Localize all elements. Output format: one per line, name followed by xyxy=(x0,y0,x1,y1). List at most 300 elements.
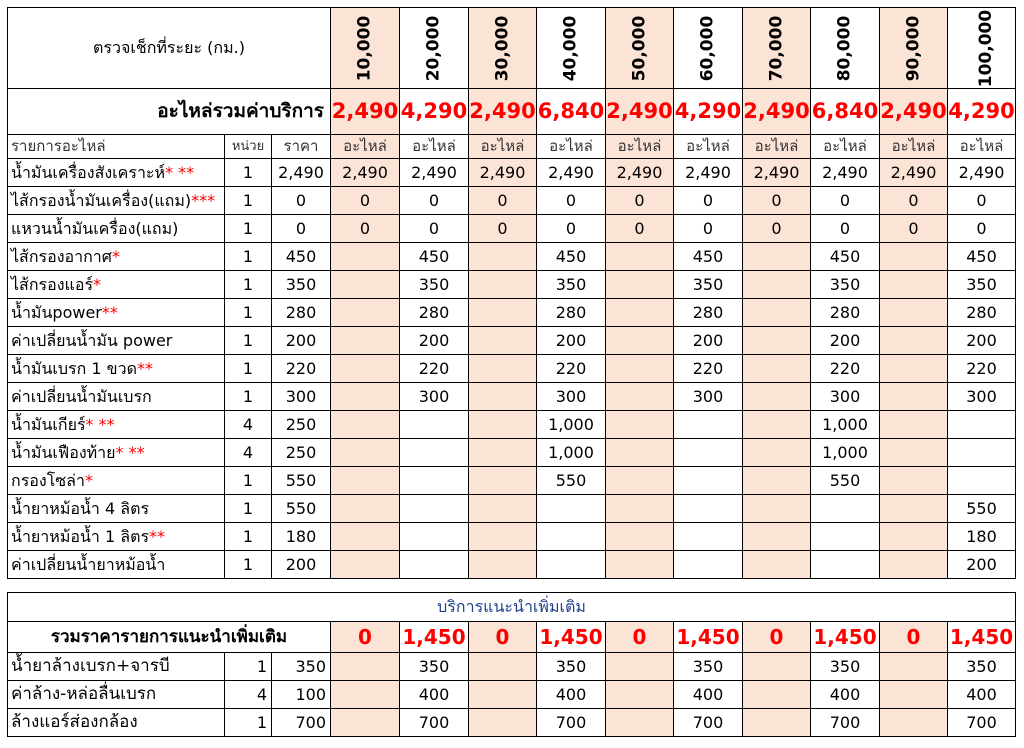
item-cell: 0 xyxy=(469,187,537,215)
item-price: 550 xyxy=(272,467,331,495)
item-row xyxy=(8,383,1016,411)
item-row xyxy=(8,551,1016,579)
item-cell xyxy=(674,551,743,579)
item-cell: 0 xyxy=(674,215,743,243)
item-unit: 4 xyxy=(225,411,272,439)
extra-item-cell xyxy=(606,653,674,681)
item-name-cell xyxy=(8,327,225,355)
item-cell: 220 xyxy=(811,355,880,383)
item-price: 250 xyxy=(272,439,331,467)
item-price: 180 xyxy=(272,523,331,551)
item-cell xyxy=(743,383,811,411)
interval-value: 10,000 xyxy=(354,15,375,81)
item-cell xyxy=(743,523,811,551)
item-cell: 0 xyxy=(400,215,469,243)
part-column-header: อะไหล่ xyxy=(948,135,1016,159)
item-unit: 4 xyxy=(225,439,272,467)
item-cell: 550 xyxy=(811,467,880,495)
extra-total-value-1: 0 xyxy=(331,622,400,653)
item-cell xyxy=(400,411,469,439)
item-mark: ** xyxy=(149,526,166,546)
part-column-header: อะไหล่ xyxy=(400,135,469,159)
item-cell xyxy=(811,523,880,551)
item-row xyxy=(8,299,1016,327)
item-cell: 300 xyxy=(537,383,606,411)
item-cell xyxy=(469,299,537,327)
item-cell xyxy=(743,495,811,523)
item-price: 200 xyxy=(272,551,331,579)
item-cell: 280 xyxy=(811,299,880,327)
extra-item-unit: 1 xyxy=(225,653,272,681)
item-mark: * xyxy=(84,470,93,490)
item-cell: 0 xyxy=(880,187,948,215)
item-cell xyxy=(400,523,469,551)
item-cell: 300 xyxy=(674,383,743,411)
item-name-cell xyxy=(8,299,225,327)
part-column-header: อะไหล่ xyxy=(674,135,743,159)
totals-row xyxy=(8,89,1016,135)
extra-total-value-9: 0 xyxy=(880,622,948,653)
item-cell xyxy=(469,439,537,467)
item-name-cell xyxy=(8,383,225,411)
item-cell: 450 xyxy=(400,243,469,271)
item-unit: 1 xyxy=(225,551,272,579)
item-cell xyxy=(606,327,674,355)
item-price: 450 xyxy=(272,243,331,271)
item-name-cell xyxy=(8,243,225,271)
item-unit: 1 xyxy=(225,523,272,551)
item-cell xyxy=(400,439,469,467)
item-cell xyxy=(331,271,400,299)
total-value-1: 2,490 xyxy=(331,89,400,135)
item-cell xyxy=(331,439,400,467)
item-unit: 1 xyxy=(225,299,272,327)
item-cell: 2,490 xyxy=(811,159,880,187)
interval-value: 20,000 xyxy=(423,15,444,81)
extra-item-cell: 350 xyxy=(674,653,743,681)
interval-header-8 xyxy=(811,8,880,89)
item-cell: 1,000 xyxy=(537,411,606,439)
item-cell xyxy=(469,551,537,579)
additional-services-table xyxy=(7,592,1016,737)
item-cell: 0 xyxy=(743,215,811,243)
column-header-row xyxy=(8,135,1016,159)
item-price: 220 xyxy=(272,355,331,383)
item-name-cell xyxy=(8,411,225,439)
item-cell: 300 xyxy=(811,383,880,411)
extra-item-cell: 400 xyxy=(948,681,1016,709)
item-cell: 2,490 xyxy=(743,159,811,187)
item-cell xyxy=(743,243,811,271)
extra-total-value-6: 1,450 xyxy=(674,622,743,653)
interval-header-2 xyxy=(400,8,469,89)
extra-title: บริการแนะนำเพิ่มเติม xyxy=(8,593,1016,622)
extra-item-price: 350 xyxy=(272,653,331,681)
part-column-header: อะไหล่ xyxy=(811,135,880,159)
item-cell: 0 xyxy=(331,215,400,243)
item-cell xyxy=(606,411,674,439)
item-name: ไส้กรองแอร์ xyxy=(11,274,94,294)
item-cell xyxy=(743,439,811,467)
extra-item-cell xyxy=(606,709,674,737)
interval-value: 60,000 xyxy=(697,15,718,81)
item-row xyxy=(8,215,1016,243)
item-cell xyxy=(811,495,880,523)
item-cell xyxy=(469,243,537,271)
part-column-header: อะไหล่ xyxy=(880,135,948,159)
item-mark: ** xyxy=(101,302,118,322)
item-cell: 350 xyxy=(948,271,1016,299)
item-cell: 2,490 xyxy=(469,159,537,187)
total-value-5: 2,490 xyxy=(606,89,674,135)
item-name: ค่าเปลี่ยนน้ำยาหม้อน้ำ xyxy=(11,554,166,574)
item-price: 250 xyxy=(272,411,331,439)
item-unit: 1 xyxy=(225,495,272,523)
item-cell xyxy=(469,411,537,439)
item-name: แหวนน้ำมันเครื่อง(แถม) xyxy=(11,218,179,238)
item-cell: 0 xyxy=(606,187,674,215)
item-cell: 0 xyxy=(400,187,469,215)
item-cell xyxy=(606,243,674,271)
item-name: น้ำยาหม้อน้ำ 4 ลิตร xyxy=(11,498,150,518)
total-value-2: 4,290 xyxy=(400,89,469,135)
total-value-8: 6,840 xyxy=(811,89,880,135)
extra-item-unit: 1 xyxy=(225,709,272,737)
item-cell xyxy=(674,495,743,523)
extra-item-price: 100 xyxy=(272,681,331,709)
extra-item-cell: 700 xyxy=(400,709,469,737)
extra-item-row xyxy=(8,653,1016,681)
item-name-cell xyxy=(8,523,225,551)
item-name-cell xyxy=(8,439,225,467)
distance-label: ตรวจเช็กที่ระยะ (กม.) xyxy=(8,8,331,89)
item-unit: 1 xyxy=(225,383,272,411)
extra-total-value-2: 1,450 xyxy=(400,622,469,653)
item-cell xyxy=(674,523,743,551)
item-cell: 0 xyxy=(537,215,606,243)
item-cell xyxy=(880,271,948,299)
item-cell: 550 xyxy=(948,495,1016,523)
item-name: ไส้กรองอากาศ xyxy=(11,246,112,266)
extra-item-cell: 350 xyxy=(948,653,1016,681)
interval-value: 100,000 xyxy=(976,9,997,87)
item-price: 0 xyxy=(272,215,331,243)
item-cell: 2,490 xyxy=(537,159,606,187)
item-price: 0 xyxy=(272,187,331,215)
item-row xyxy=(8,187,1016,215)
item-unit: 1 xyxy=(225,467,272,495)
item-unit: 1 xyxy=(225,271,272,299)
item-cell: 450 xyxy=(674,243,743,271)
extra-totals-label: รวมราคารายการแนะนำเพิ่มเติม xyxy=(8,622,331,653)
item-cell xyxy=(674,411,743,439)
total-value-6: 4,290 xyxy=(674,89,743,135)
item-cell: 2,490 xyxy=(606,159,674,187)
extra-item-cell xyxy=(331,681,400,709)
item-cell: 2,490 xyxy=(331,159,400,187)
extra-item-name: ค่าล้าง-หล่อลื่นเบรก xyxy=(8,681,225,709)
item-cell xyxy=(880,299,948,327)
item-row xyxy=(8,271,1016,299)
extra-item-name: น้ำยาล้างเบรก+จารบี xyxy=(8,653,225,681)
item-cell xyxy=(331,299,400,327)
item-name-cell xyxy=(8,187,225,215)
item-cell: 200 xyxy=(674,327,743,355)
item-cell xyxy=(606,439,674,467)
item-name-cell xyxy=(8,551,225,579)
item-cell xyxy=(880,467,948,495)
item-name-cell xyxy=(8,271,225,299)
part-column-header: อะไหล่ xyxy=(606,135,674,159)
total-value-9: 2,490 xyxy=(880,89,948,135)
item-name: กรองโซล่า xyxy=(11,470,85,490)
item-cell xyxy=(743,327,811,355)
item-cell xyxy=(537,551,606,579)
item-cell xyxy=(606,299,674,327)
extra-total-value-8: 1,450 xyxy=(811,622,880,653)
item-name-cell xyxy=(8,467,225,495)
extra-item-cell: 350 xyxy=(537,653,606,681)
item-cell xyxy=(400,495,469,523)
extra-item-unit: 4 xyxy=(225,681,272,709)
item-cell xyxy=(606,495,674,523)
item-price: 2,490 xyxy=(272,159,331,187)
item-cell: 450 xyxy=(811,243,880,271)
extra-totals-row xyxy=(8,622,1016,653)
item-row xyxy=(8,159,1016,187)
item-mark: ** xyxy=(136,358,153,378)
item-cell xyxy=(331,467,400,495)
item-cell xyxy=(331,411,400,439)
item-cell xyxy=(948,439,1016,467)
item-cell xyxy=(948,467,1016,495)
total-value-7: 2,490 xyxy=(743,89,811,135)
interval-value: 50,000 xyxy=(628,15,649,81)
extra-item-cell xyxy=(469,653,537,681)
item-mark: * xyxy=(93,274,102,294)
item-cell: 2,490 xyxy=(948,159,1016,187)
item-cell xyxy=(743,467,811,495)
item-cell xyxy=(743,411,811,439)
item-mark: * ** xyxy=(165,162,195,182)
item-cell xyxy=(880,327,948,355)
item-cell xyxy=(880,355,948,383)
item-cell: 280 xyxy=(948,299,1016,327)
extra-item-cell xyxy=(331,709,400,737)
item-cell xyxy=(606,551,674,579)
item-cell: 350 xyxy=(400,271,469,299)
unit-column-header: หน่วย xyxy=(225,135,272,159)
header-row xyxy=(8,8,1016,89)
extra-item-cell xyxy=(880,709,948,737)
interval-header-7 xyxy=(743,8,811,89)
item-name: ค่าเปลี่ยนน้ำมันเบรก xyxy=(11,386,152,406)
extra-item-cell xyxy=(880,653,948,681)
item-cell xyxy=(331,243,400,271)
item-row xyxy=(8,243,1016,271)
item-cell: 1,000 xyxy=(537,439,606,467)
item-cell: 450 xyxy=(537,243,606,271)
extra-item-cell: 700 xyxy=(811,709,880,737)
item-cell: 0 xyxy=(948,215,1016,243)
interval-header-5 xyxy=(606,8,674,89)
item-name: ค่าเปลี่ยนน้ำมัน power xyxy=(11,330,173,350)
item-unit: 1 xyxy=(225,215,272,243)
extra-total-value-4: 1,450 xyxy=(537,622,606,653)
interval-value: 40,000 xyxy=(560,15,581,81)
item-cell xyxy=(469,383,537,411)
maintenance-schedule-table xyxy=(7,7,1016,579)
item-cell: 0 xyxy=(469,215,537,243)
interval-header-9 xyxy=(880,8,948,89)
item-row xyxy=(8,411,1016,439)
item-row xyxy=(8,467,1016,495)
item-cell: 200 xyxy=(537,327,606,355)
item-cell: 0 xyxy=(674,187,743,215)
item-row xyxy=(8,495,1016,523)
interval-header-1 xyxy=(331,8,400,89)
item-cell xyxy=(331,551,400,579)
extra-item-cell xyxy=(880,681,948,709)
item-cell xyxy=(606,523,674,551)
item-cell: 0 xyxy=(743,187,811,215)
extra-item-cell xyxy=(469,681,537,709)
item-cell xyxy=(606,383,674,411)
item-cell xyxy=(331,495,400,523)
extra-total-value-5: 0 xyxy=(606,622,674,653)
item-cell: 350 xyxy=(537,271,606,299)
item-cell: 220 xyxy=(537,355,606,383)
item-cell xyxy=(537,523,606,551)
item-cell: 2,490 xyxy=(400,159,469,187)
item-name: น้ำมันเครื่องสังเคราะห์ xyxy=(11,162,166,182)
item-cell: 300 xyxy=(400,383,469,411)
item-cell xyxy=(606,355,674,383)
item-cell xyxy=(469,495,537,523)
interval-header-4 xyxy=(537,8,606,89)
extra-item-cell: 700 xyxy=(537,709,606,737)
item-cell: 1,000 xyxy=(811,439,880,467)
item-cell xyxy=(880,495,948,523)
extra-item-cell: 400 xyxy=(811,681,880,709)
interval-header-6 xyxy=(674,8,743,89)
item-mark: * ** xyxy=(85,414,115,434)
interval-value: 70,000 xyxy=(765,15,786,81)
item-cell: 350 xyxy=(674,271,743,299)
part-column-header: อะไหล่ xyxy=(469,135,537,159)
interval-header-3 xyxy=(469,8,537,89)
item-row xyxy=(8,439,1016,467)
item-cell: 280 xyxy=(674,299,743,327)
extra-title-row xyxy=(8,593,1016,622)
extra-total-value-10: 1,450 xyxy=(948,622,1016,653)
item-price: 350 xyxy=(272,271,331,299)
item-cell xyxy=(469,523,537,551)
item-cell: 0 xyxy=(880,215,948,243)
item-cell: 1,000 xyxy=(811,411,880,439)
item-unit: 1 xyxy=(225,355,272,383)
extra-item-cell xyxy=(743,681,811,709)
item-cell xyxy=(743,271,811,299)
item-cell: 2,490 xyxy=(674,159,743,187)
item-cell: 0 xyxy=(537,187,606,215)
extra-item-cell: 400 xyxy=(537,681,606,709)
item-column-header: รายการอะไหล่ xyxy=(8,135,225,159)
extra-item-cell xyxy=(469,709,537,737)
item-cell xyxy=(331,355,400,383)
interval-header-10 xyxy=(948,8,1016,89)
extra-item-cell: 400 xyxy=(400,681,469,709)
item-cell: 550 xyxy=(537,467,606,495)
item-cell xyxy=(606,271,674,299)
item-cell xyxy=(331,327,400,355)
interval-value: 90,000 xyxy=(902,15,923,81)
part-column-header: อะไหล่ xyxy=(331,135,400,159)
extra-item-cell: 400 xyxy=(674,681,743,709)
extra-item-cell xyxy=(606,681,674,709)
total-value-10: 4,290 xyxy=(948,89,1016,135)
extra-item-cell: 700 xyxy=(674,709,743,737)
item-name: ไส้กรองน้ำมันเครื่อง(แถม) xyxy=(11,190,192,210)
item-cell xyxy=(331,523,400,551)
item-price: 300 xyxy=(272,383,331,411)
item-name-cell xyxy=(8,495,225,523)
item-price: 280 xyxy=(272,299,331,327)
part-column-header: อะไหล่ xyxy=(537,135,606,159)
price-column-header: ราคา xyxy=(272,135,331,159)
item-cell xyxy=(743,551,811,579)
item-cell xyxy=(880,243,948,271)
item-cell: 0 xyxy=(331,187,400,215)
item-name-cell xyxy=(8,159,225,187)
item-cell xyxy=(880,523,948,551)
item-name-cell xyxy=(8,215,225,243)
item-name: น้ำยาหม้อน้ำ 1 ลิตร xyxy=(11,526,150,546)
item-cell: 220 xyxy=(948,355,1016,383)
item-cell: 280 xyxy=(400,299,469,327)
total-value-4: 6,840 xyxy=(537,89,606,135)
item-cell: 450 xyxy=(948,243,1016,271)
item-cell: 200 xyxy=(811,327,880,355)
item-cell: 350 xyxy=(811,271,880,299)
item-cell: 0 xyxy=(811,187,880,215)
item-cell xyxy=(606,467,674,495)
extra-item-name: ล้างแอร์ส่องกล้อง xyxy=(8,709,225,737)
item-unit: 1 xyxy=(225,159,272,187)
item-cell xyxy=(537,495,606,523)
extra-item-cell xyxy=(331,653,400,681)
item-price: 200 xyxy=(272,327,331,355)
item-cell xyxy=(400,467,469,495)
item-cell: 200 xyxy=(948,551,1016,579)
extra-item-price: 700 xyxy=(272,709,331,737)
item-cell xyxy=(880,551,948,579)
item-cell xyxy=(469,327,537,355)
item-cell xyxy=(674,439,743,467)
extra-item-cell: 350 xyxy=(400,653,469,681)
total-value-3: 2,490 xyxy=(469,89,537,135)
item-cell xyxy=(674,467,743,495)
item-cell: 0 xyxy=(606,215,674,243)
part-column-header: อะไหล่ xyxy=(743,135,811,159)
item-name: น้ำมันpower xyxy=(11,302,102,322)
item-cell xyxy=(743,355,811,383)
item-name: น้ำมันเบรก 1 ขวด xyxy=(11,358,137,378)
interval-value: 80,000 xyxy=(834,15,855,81)
item-row xyxy=(8,327,1016,355)
item-name: น้ำมันเกียร์ xyxy=(11,414,86,434)
item-cell: 280 xyxy=(537,299,606,327)
